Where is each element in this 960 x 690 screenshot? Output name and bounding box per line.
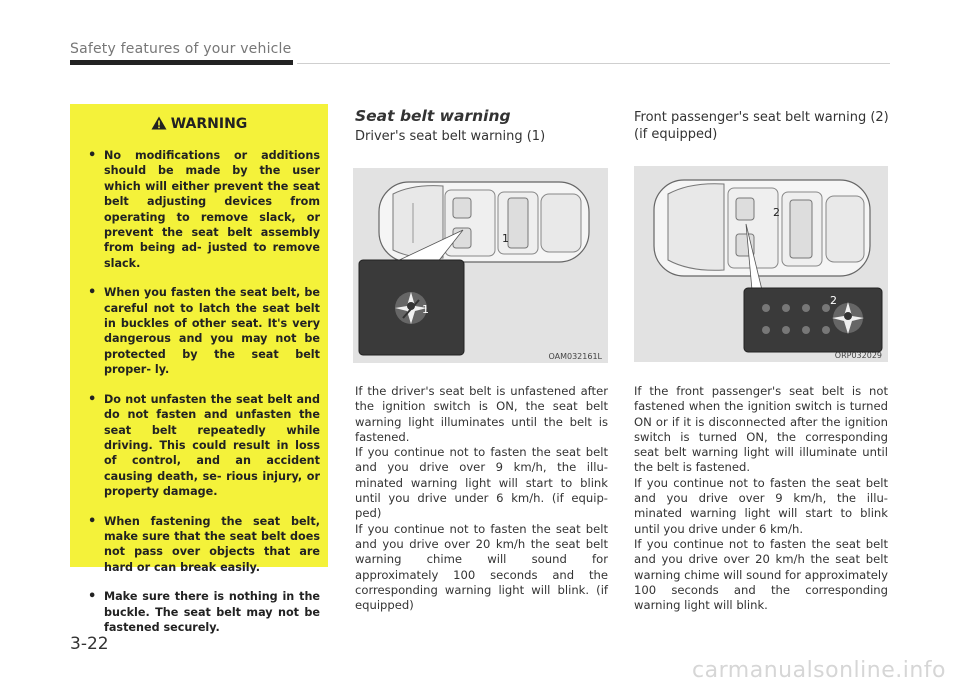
passenger-figure-code: ORP032029	[834, 351, 882, 360]
warning-box	[70, 104, 328, 634]
warning-item: • Do not unfasten the seat belt and do not fasten and unfasten the seat belt repeatedly while driving. This could result in loss of control, and an accident causing death, se- rious injury, or property damage.	[88, 392, 320, 500]
passenger-warning-heading-line2: (if equipped)	[634, 127, 718, 142]
section-header-title: Safety features of your vehicle	[70, 41, 292, 57]
paragraph: If you continue not to fasten the seat belt and you drive over 20 km/h the seat belt warning chime will sound for approximately 100 seconds and the corresponding warning light will blink.	[634, 536, 888, 613]
paragraph: If the driver's seat belt is unfastened after the ignition switch is ON, the seat belt warning light illuminates until the belt is fastened.	[355, 384, 608, 444]
watermark: carmanualsonline.info	[692, 658, 946, 683]
header-divider	[297, 63, 890, 64]
driver-seat-belt-figure	[353, 168, 608, 363]
passenger-callout-label: 2	[773, 206, 780, 219]
driver-callout-label: 1	[502, 232, 509, 245]
passenger-body-text	[634, 384, 888, 613]
warning-triangle-icon	[151, 116, 167, 134]
driver-warning-heading: Driver's seat belt warning (1)	[355, 129, 546, 144]
paragraph: If you continue not to fasten the seat belt and you drive over 9 km/h, the illu- minated warning light will start to blink until you drive under 6 km/h. (if equip- ped)	[355, 445, 608, 521]
driver-inset-callout-label: 1	[422, 303, 429, 316]
passenger-seat-belt-figure	[634, 166, 888, 362]
driver-figure-code: OAM032161L	[548, 352, 602, 361]
driver-body-text	[355, 384, 608, 613]
warning-item: • No modifications or additions should be made by the user which will either prevent the seat belt adjusting devices from operating to remove slack, or prevent the seat belt assembly from being ad- justed to remove slack.	[88, 148, 320, 271]
warning-list	[88, 148, 320, 649]
warning-title-text: WARNING	[170, 116, 248, 132]
paragraph: If you continue not to fasten the seat belt and you drive over 20 km/h the seat belt warning chime will sound for approximately 100 seconds and the corresponding warning light will blink. (if equipped)	[355, 521, 608, 613]
warning-item: • Make sure there is nothing in the buckle. The seat belt may not be fastened securely.	[88, 589, 320, 635]
car-top-view-illustration	[634, 166, 888, 362]
paragraph: If you continue not to fasten the seat belt and you drive over 9 km/h, the illu- minated warning light will start to blink until you drive under 6 km/h.	[634, 475, 888, 536]
car-top-view-illustration	[353, 168, 608, 363]
warning-heading	[70, 116, 328, 134]
page-number: 3-22	[70, 634, 109, 654]
section-title: Seat belt warning	[355, 107, 511, 125]
warning-item: • When you fasten the seat belt, be careful not to latch the seat belt in buckles of other seat. It's very dangerous and you may not be protected by the seat belt proper- ly.	[88, 285, 320, 377]
passenger-inset-callout-label: 2	[830, 294, 837, 307]
paragraph: If the front passenger's seat belt is not fastened when the ignition switch is turned ON or if it is disconnected after the ignition switch is turned ON, the corresponding seat belt warning light will illuminate until the belt is fastened.	[634, 384, 888, 475]
passenger-warning-heading-line1: Front passenger's seat belt warning (2)	[634, 110, 889, 125]
header-accent-bar	[70, 60, 293, 65]
warning-item: • When fastening the seat belt, make sure that the seat belt does not pass over objects that are hard or can break easily.	[88, 514, 320, 576]
